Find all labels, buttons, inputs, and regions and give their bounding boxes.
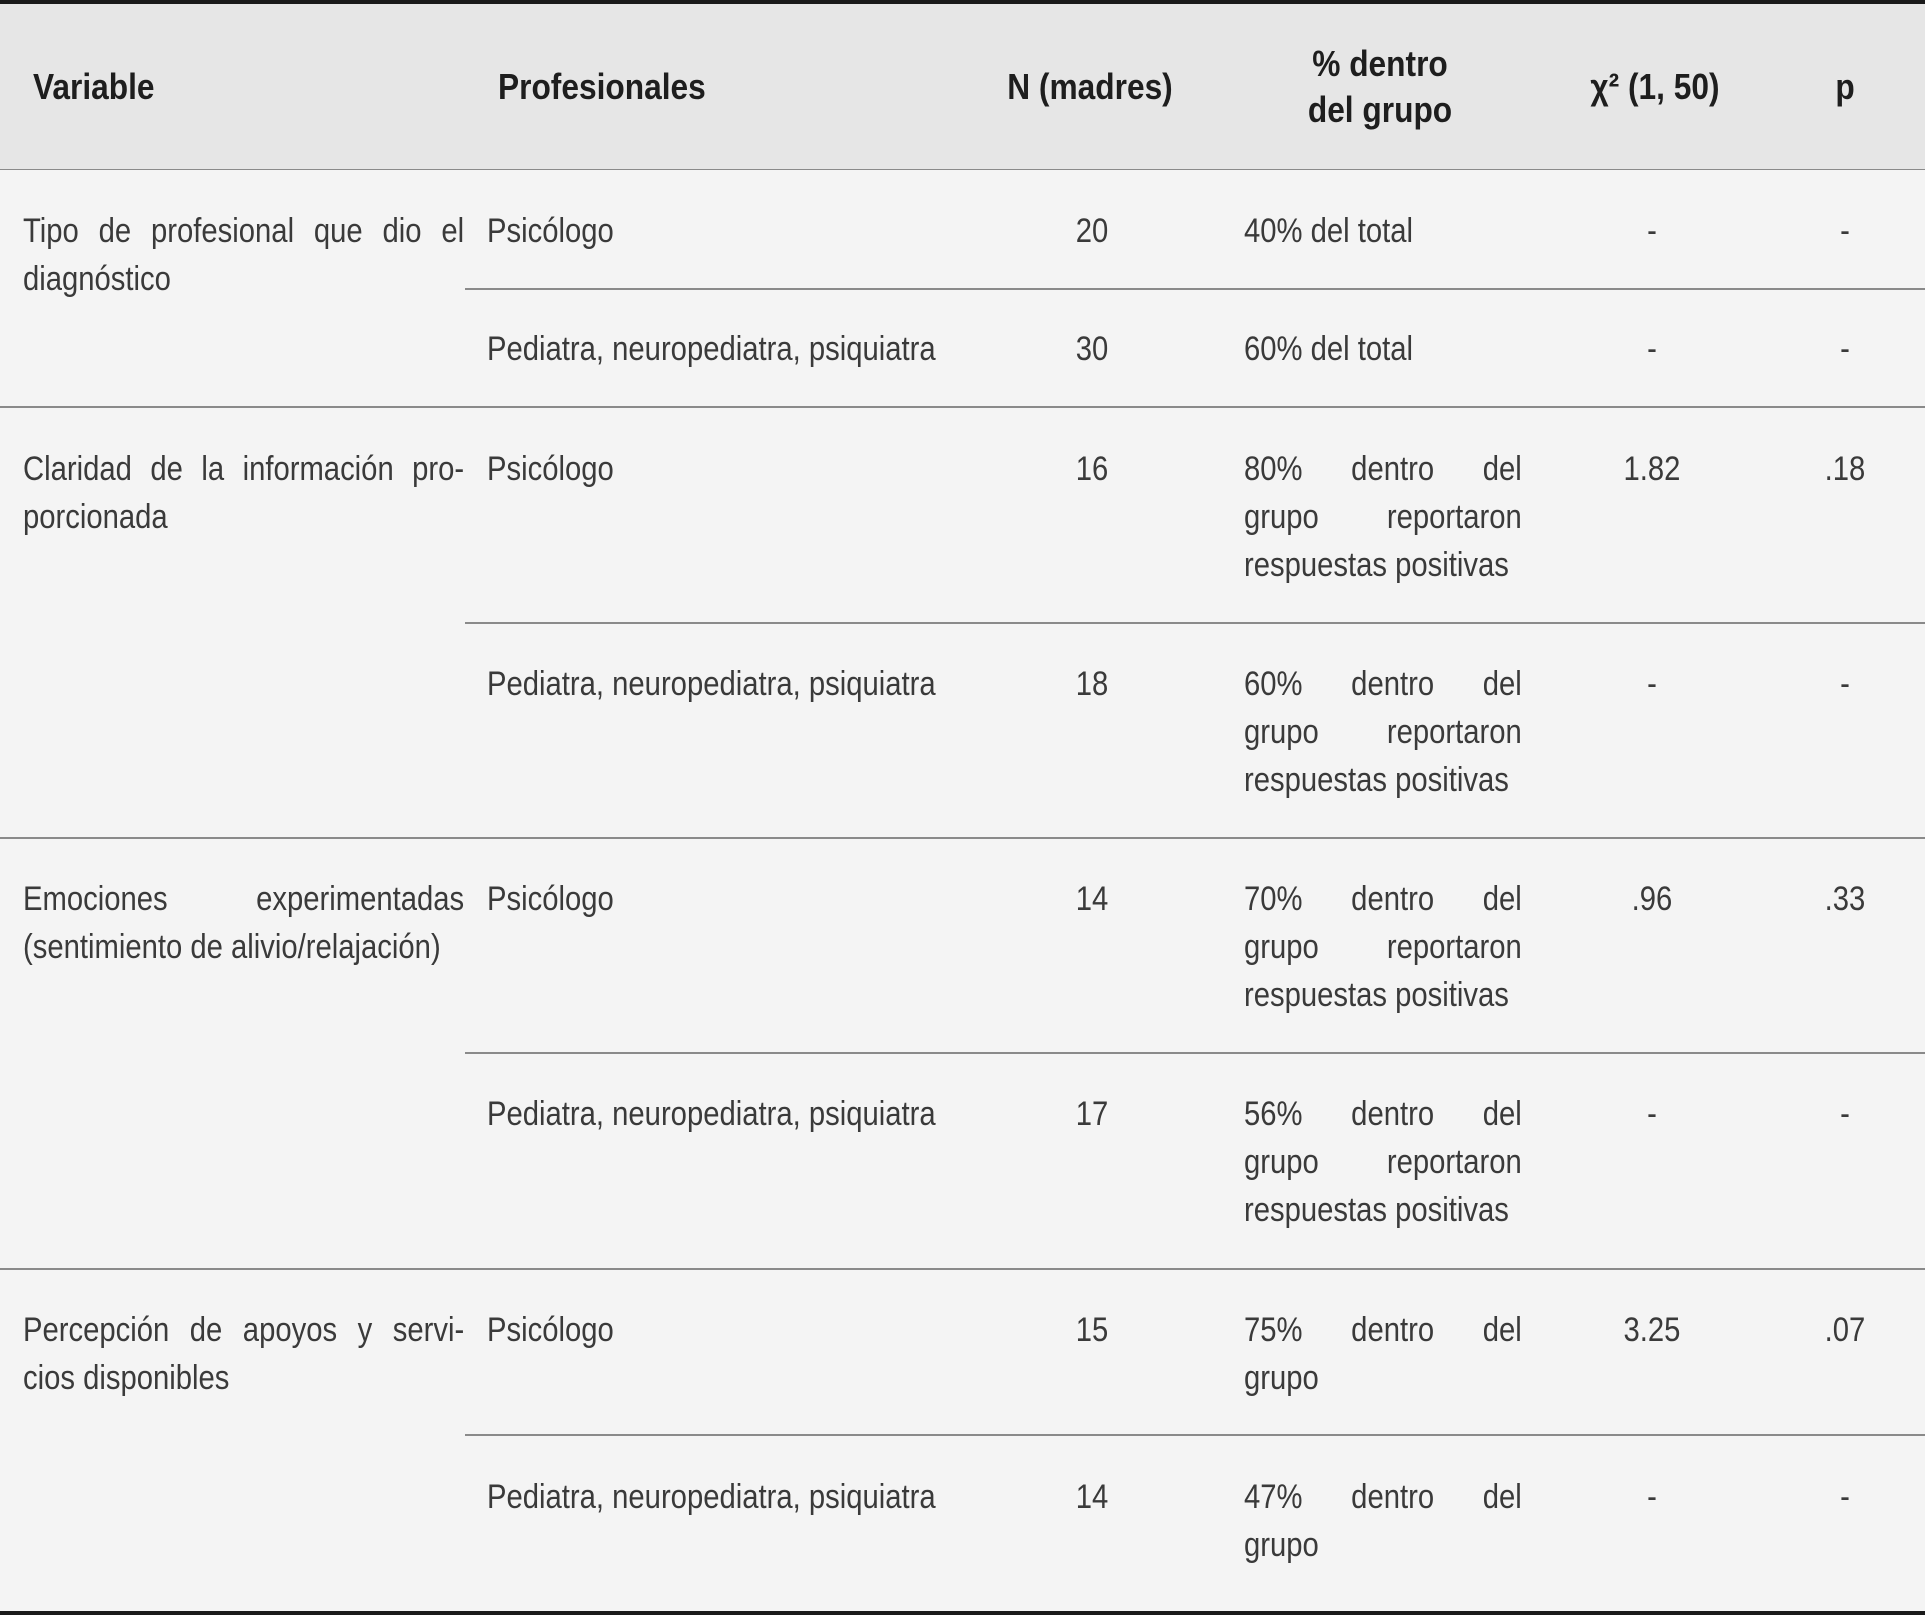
row-pct: 40% del total — [1244, 212, 1414, 250]
row-profesional: Psicólogo — [487, 1311, 614, 1349]
header-n: N (madres) — [1007, 66, 1173, 107]
row-p: .07 — [1824, 1311, 1866, 1349]
header-variable: Variable — [33, 66, 155, 107]
group-divider — [0, 1268, 1925, 1270]
row-p: .18 — [1824, 450, 1866, 488]
row-chi: .96 — [1631, 880, 1673, 918]
row-divider — [465, 288, 1925, 290]
row-p: - — [1840, 212, 1850, 250]
row-variable: Percepción de apoyos y servi-cios disponibles — [23, 1311, 465, 1397]
row-profesional: Psicólogo — [487, 450, 614, 488]
table-header — [0, 0, 1925, 170]
row-profesional: Pediatra, neuropediatra, psiquiatra — [487, 665, 936, 703]
group-divider — [0, 406, 1925, 408]
row-n: 20 — [1075, 212, 1109, 250]
row-profesional: Psicólogo — [487, 212, 614, 250]
row-pct: 70% dentro del grupo reportaron respuestas positivas — [1244, 880, 1522, 1014]
row-profesional: Pediatra, neuropediatra, psiquiatra — [487, 1095, 936, 1133]
row-n: 18 — [1075, 665, 1109, 703]
header-chi: χ² (1, 50) — [1590, 66, 1720, 107]
row-divider — [465, 622, 1925, 624]
row-n: 14 — [1075, 1478, 1109, 1516]
row-divider — [465, 1052, 1925, 1054]
row-pct: 60% del total — [1244, 330, 1414, 368]
group-divider — [0, 837, 1925, 839]
header-pct — [1257, 4, 1503, 170]
row-chi: - — [1647, 1095, 1657, 1133]
row-chi: - — [1647, 665, 1657, 703]
bottom-rule — [0, 1611, 1925, 1615]
header-p: p — [1835, 66, 1855, 107]
header-profesionales: Profesionales — [498, 66, 706, 107]
row-n: 14 — [1075, 880, 1109, 918]
row-p: - — [1840, 665, 1850, 703]
row-profesional: Pediatra, neuropediatra, psiquiatra — [487, 1478, 936, 1516]
row-pct: 60% dentro del grupo reportaron respuestas positivas — [1244, 665, 1522, 799]
row-chi: - — [1647, 330, 1657, 368]
row-n: 16 — [1075, 450, 1109, 488]
row-variable: Claridad de la información pro-porcionada — [23, 450, 465, 536]
header-pct-line1: % dentro — [1312, 43, 1448, 84]
row-chi: - — [1647, 1478, 1657, 1516]
row-n: 15 — [1075, 1311, 1109, 1349]
row-chi: 3.25 — [1623, 1311, 1681, 1349]
row-chi: 1.82 — [1623, 450, 1681, 488]
row-pct: 56% dentro del grupo reportaron respuestas positivas — [1244, 1095, 1522, 1229]
row-chi: - — [1647, 212, 1657, 250]
row-n: 17 — [1075, 1095, 1109, 1133]
row-pct: 75% dentro del grupo — [1244, 1311, 1522, 1397]
row-p: - — [1840, 1095, 1850, 1133]
row-variable: Tipo de profesional que dio el diagnóstico — [23, 212, 465, 298]
row-divider — [465, 1434, 1925, 1436]
row-pct: 47% dentro del grupo — [1244, 1478, 1522, 1564]
row-variable: Emociones experimentadas (sentimiento de alivio/relajación) — [23, 880, 465, 966]
row-pct: 80% dentro del grupo reportaron respuestas positivas — [1244, 450, 1522, 584]
row-profesional: Pediatra, neuropediatra, psiquiatra — [487, 330, 936, 368]
row-p: - — [1840, 330, 1850, 368]
row-profesional: Psicólogo — [487, 880, 614, 918]
header-pct-line2: del grupo — [1307, 89, 1453, 130]
row-p: - — [1840, 1478, 1850, 1516]
row-p: .33 — [1824, 880, 1866, 918]
row-n: 30 — [1075, 330, 1109, 368]
